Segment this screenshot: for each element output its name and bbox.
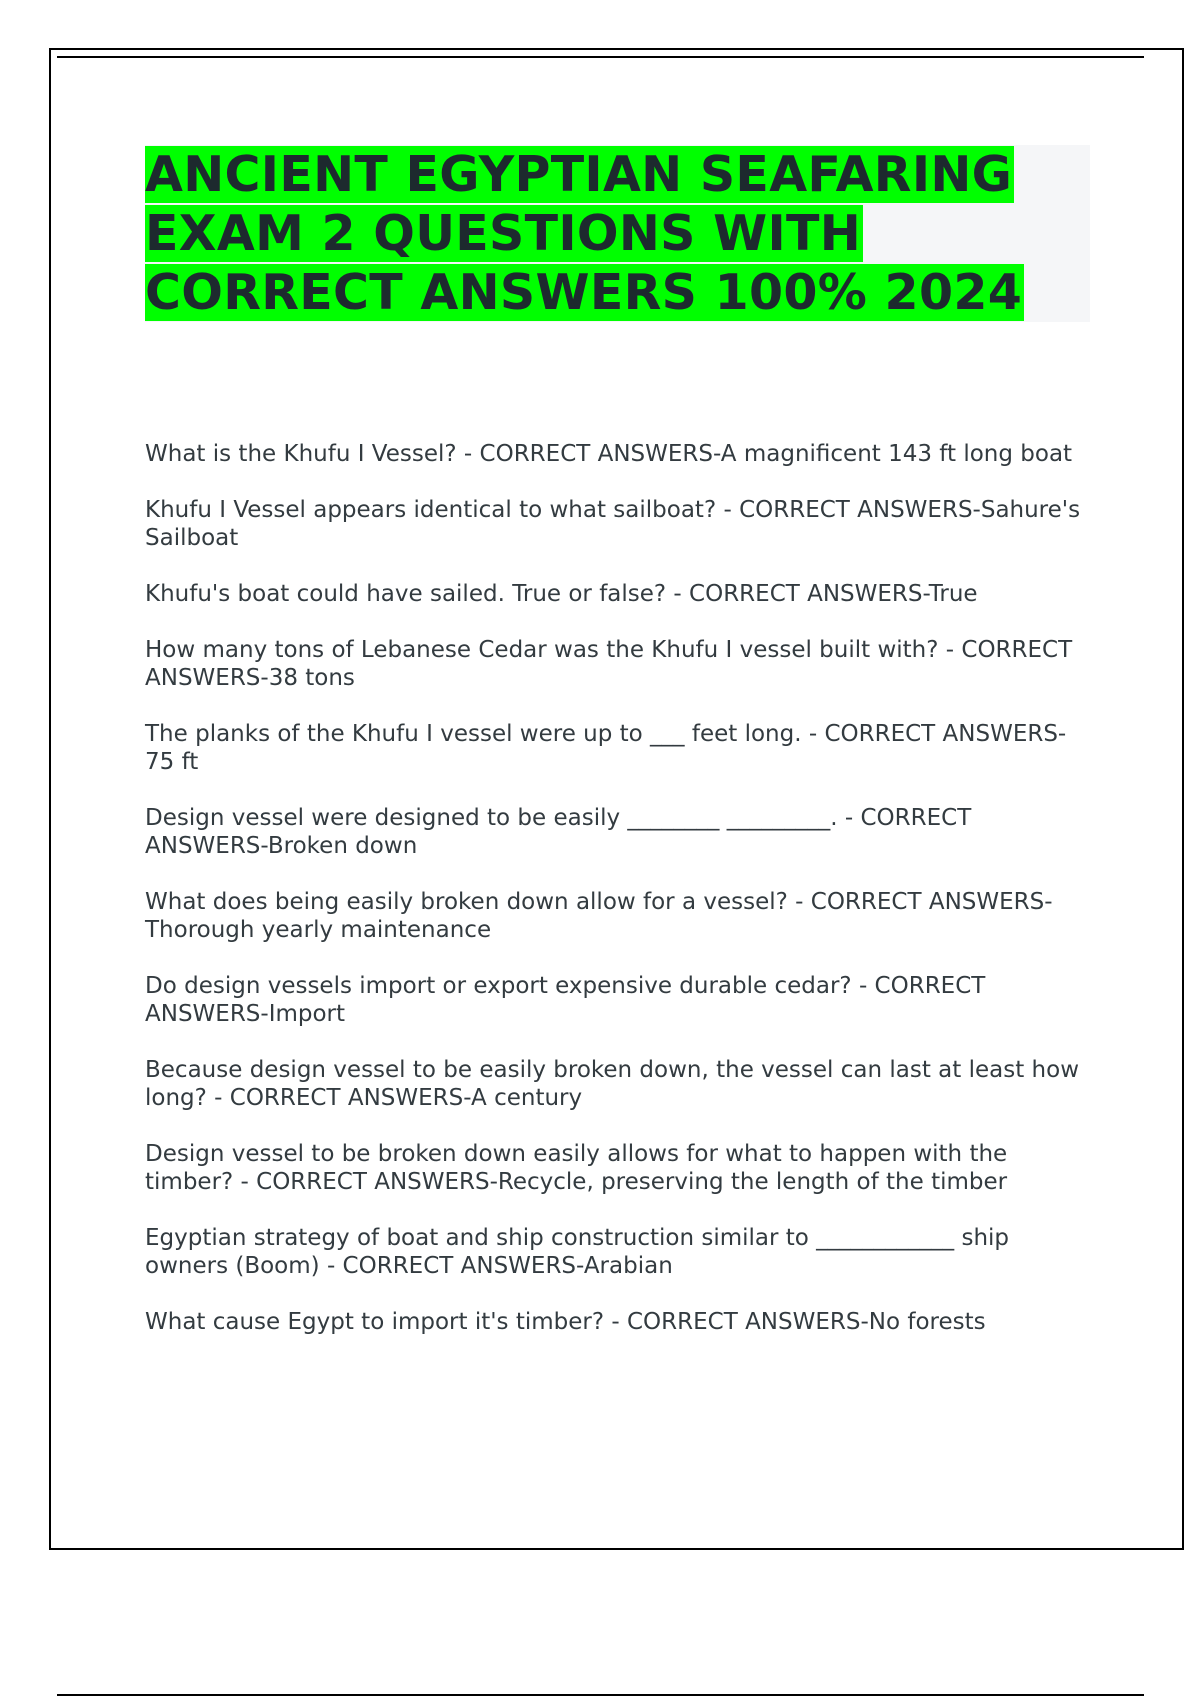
bottom-rule [57,1694,1144,1696]
qa-item: Because design vessel to be easily broken down, the vessel can last at least how long? - CORRECT ANSWERS-A century [145,1057,1080,1111]
qa-item: What does being easily broken down allow for a vessel? - CORRECT ANSWERS-Thorough yearly maintenance [145,889,1053,943]
qa-item: What is the Khufu I Vessel? - CORRECT ANSWERS-A magnificent 143 ft long boat [145,441,1073,467]
title-block [145,145,1090,322]
qa-item: Egyptian strategy of boat and ship construction similar to ____________ ship owners (Boom) - CORRECT ANSWERS-Arabian [145,1225,1010,1279]
document-title [145,145,1090,322]
qa-item: Khufu I Vessel appears identical to what sailboat? - CORRECT ANSWERS-Sahure's Sailboat [145,497,1081,551]
qa-item: What cause Egypt to import it's timber? - CORRECT ANSWERS-No forests [145,1309,986,1335]
qa-item: Do design vessels import or export expensive durable cedar? - CORRECT ANSWERS-Import [145,973,986,1027]
top-rule [57,56,1144,58]
qa-item: Khufu's boat could have sailed. True or false? - CORRECT ANSWERS-True [145,581,978,607]
document-title-text: ANCIENT EGYPTIAN SEAFARING EXAM 2 QUESTIONS WITH CORRECT ANSWERS 100% 2024 [145,146,1023,321]
qa-item: Design vessel to be broken down easily allows for what to happen with the timber? - CORRECT ANSWERS-Recycle, preserving the length of the timber [145,1141,1008,1195]
qa-item: The planks of the Khufu I vessel were up to ___ feet long. - CORRECT ANSWERS-75 ft [145,721,1067,775]
qa-item: How many tons of Lebanese Cedar was the Khufu I vessel built with? - CORRECT ANSWERS-38 tons [145,637,1073,691]
qa-list [145,440,1085,1364]
qa-item: Design vessel were designed to be easily ________ _________. - CORRECT ANSWERS-Broken down [145,805,972,859]
